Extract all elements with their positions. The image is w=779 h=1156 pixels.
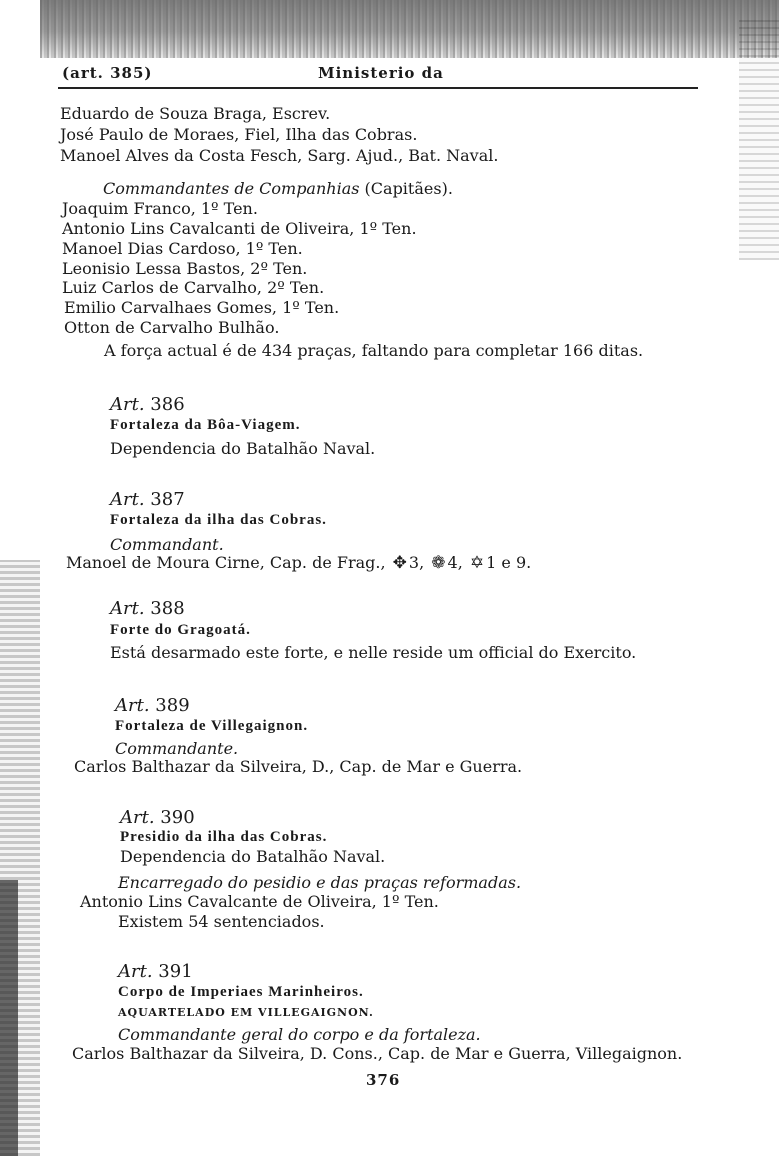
article-role: Commandante geral do corpo e da fortaleza.: [118, 1025, 481, 1044]
medal-rosette-icon: ❁: [431, 553, 446, 573]
text-line: Otton de Carvalho Bulhão.: [64, 318, 280, 337]
article-title: Fortaleza da ilha das Cobras.: [110, 512, 327, 528]
scan-edge-top: [40, 0, 779, 58]
article-title: Presidio da ilha das Cobras.: [120, 829, 328, 845]
section-heading-italic: Commandantes de Companhias: [103, 179, 360, 198]
article-text: Dependencia do Batalhão Naval.: [110, 439, 376, 458]
text-line: José Paulo de Moraes, Fiel, Ilha das Cobras.: [60, 125, 418, 144]
text-line: Luiz Carlos de Carvalho, 2º Ten.: [62, 278, 325, 297]
scan-edge-right: [739, 20, 779, 260]
page-number: 376: [366, 1071, 401, 1089]
header-rule: [58, 87, 698, 89]
article-person: Carlos Balthazar da Silveira, D., Cap. de Mar e Guerra.: [74, 757, 523, 776]
article-number: Art. 389: [115, 695, 190, 716]
article-title: Fortaleza da Bôa-Viagem.: [110, 417, 301, 433]
article-title: Fortaleza de Villegaignon.: [115, 718, 309, 734]
article-title: Forte do Gragoatá.: [110, 622, 251, 638]
article-number: Art. 390: [120, 807, 195, 828]
text-line: Eduardo de Souza Braga, Escrev.: [60, 104, 331, 123]
scan-edge-left-dark: [0, 880, 18, 1156]
text-line: Joaquim Franco, 1º Ten.: [62, 199, 258, 218]
article-number: Art. 388: [110, 598, 185, 619]
text-line: Leonisio Lessa Bastos, 2º Ten.: [62, 259, 308, 278]
article-person: Antonio Lins Cavalcante de Oliveira, 1º Ten.: [80, 892, 439, 911]
article-title: Corpo de Imperiaes Marinheiros.: [118, 984, 364, 1000]
text-line: Emilio Carvalhaes Gomes, 1º Ten.: [64, 298, 340, 317]
text-line: A força actual é de 434 praças, faltando para completar 166 ditas.: [104, 341, 644, 360]
text-line: Manoel Alves da Costa Fesch, Sarg. Ajud., Bat. Naval.: [60, 146, 499, 165]
header-title: Ministerio da: [318, 64, 444, 82]
article-role: Commandant.: [110, 535, 224, 554]
order-cross-icon: ✥: [392, 553, 407, 573]
article-role: Commandante.: [115, 739, 239, 758]
article-text: Dependencia do Batalhão Naval.: [120, 847, 386, 866]
header-article-ref: (art. 385): [62, 64, 153, 82]
article-subtitle: AQUARTELADO EM VILLEGAIGNON.: [118, 1006, 374, 1019]
section-heading-rest: (Capitães).: [359, 179, 453, 198]
article-person: Manoel de Moura Cirne, Cap. de Frag., ✥ 3, ❁ 4, ✡ 1 e 9.: [66, 553, 532, 573]
star-order-icon: ✡: [469, 553, 485, 573]
text-line: Manoel Dias Cardoso, 1º Ten.: [62, 239, 303, 258]
article-number: Art. 387: [110, 489, 185, 510]
article-number: Art. 391: [118, 961, 193, 982]
section-heading: [103, 179, 453, 199]
article-person: Carlos Balthazar da Silveira, D. Cons., Cap. de Mar e Guerra, Villegaignon.: [72, 1044, 683, 1063]
article-number: Art. 386: [110, 394, 185, 415]
article-role: Encarregado do pesidio e das praças reformadas.: [118, 873, 522, 892]
article-text: Está desarmado este forte, e nelle reside um official do Exercito.: [110, 643, 637, 662]
article-text: Existem 54 sentenciados.: [118, 912, 325, 931]
text-line: Antonio Lins Cavalcanti de Oliveira, 1º Ten.: [62, 219, 417, 238]
